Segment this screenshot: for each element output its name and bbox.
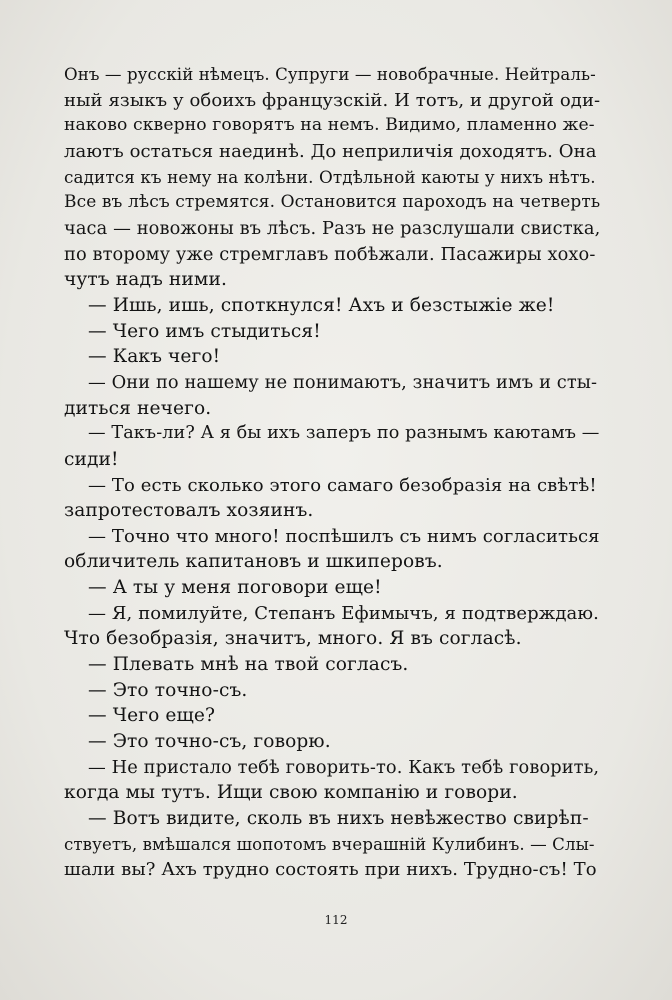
text-line: лаютъ остаться наединѣ. До неприличія доходятъ. Она <box>64 140 597 162</box>
text-line: по второму уже стремглавъ побѣжали. Пасажиры хохо- <box>64 243 596 265</box>
text-line: — Какъ чего! <box>88 346 221 368</box>
text-line: — Чего еще? <box>88 705 216 727</box>
text-line: ный языкъ у обоихъ французскій. И тотъ, и другой оди- <box>64 89 600 111</box>
text-line: Все въ лѣсъ стремятся. Остановится пароходъ на четверть <box>64 192 600 213</box>
page-number: 112 <box>324 913 348 927</box>
text-line: когда мы тутъ. Ищи свою компанію и говори. <box>64 782 518 804</box>
text-line: диться нечего. <box>64 397 212 419</box>
text-line: — Точно что много! поспѣшилъ съ нимъ согласиться <box>88 525 600 547</box>
text-line: — То есть сколько этого самаго безобразія на свѣтѣ! <box>88 474 597 496</box>
text-line: — Ишь, ишь, споткнулся! Ахъ и безстыжіе же! <box>88 294 555 316</box>
text-line: ствуетъ, вмѣшался шопотомъ вчерашній Кулибинъ. — Слы- <box>64 834 595 854</box>
text-line: — Это точно-съ. <box>88 679 248 701</box>
text-line: — Не пристало тебѣ говорить-то. Какъ тебѣ говорить, <box>88 756 600 778</box>
body-text <box>64 62 600 883</box>
text-line: обличитель капитановъ и шкиперовъ. <box>64 551 443 573</box>
text-line: — Они по нашему не понимаютъ, значитъ имъ и сты- <box>88 371 598 393</box>
text-line: чутъ надъ ними. <box>64 269 227 291</box>
text-line: — Такъ-ли? А я бы ихъ заперъ по разнымъ каютамъ — <box>88 423 600 444</box>
text-line: — Вотъ видите, сколь въ нихъ невѣжество свирѣп- <box>88 808 589 830</box>
text-line: — Это точно-съ, говорю. <box>88 731 331 753</box>
text-line: запротестовалъ хозяинъ. <box>64 500 314 522</box>
text-line: часа — новожоны въ лѣсъ. Разъ не разслушали свистка, <box>64 217 600 239</box>
text-line: — Я, помилуйте, Степанъ Ефимычъ, я подтверждаю. <box>88 602 599 624</box>
text-line: шали вы? Ахъ трудно состоять при нихъ. Трудно-съ! То <box>64 859 597 881</box>
text-line: — А ты у меня поговори еще! <box>88 577 382 599</box>
text-line: — Чего имъ стыдиться! <box>88 320 321 342</box>
text-line: Онъ — русскій нѣмецъ. Супруги — новобрачные. Нейтраль- <box>64 65 596 84</box>
text-line: наково скверно говорятъ на немъ. Видимо, пламенно же- <box>64 115 595 136</box>
text-line: — Плевать мнѣ на твой согласъ. <box>88 654 409 676</box>
text-line: сиди! <box>64 448 119 470</box>
text-line: садится къ нему на колѣни. Отдѣльной каюты у нихъ нѣтъ. <box>64 166 596 187</box>
text-line: Что безобразія, значитъ, много. Я въ согласѣ. <box>64 628 522 650</box>
